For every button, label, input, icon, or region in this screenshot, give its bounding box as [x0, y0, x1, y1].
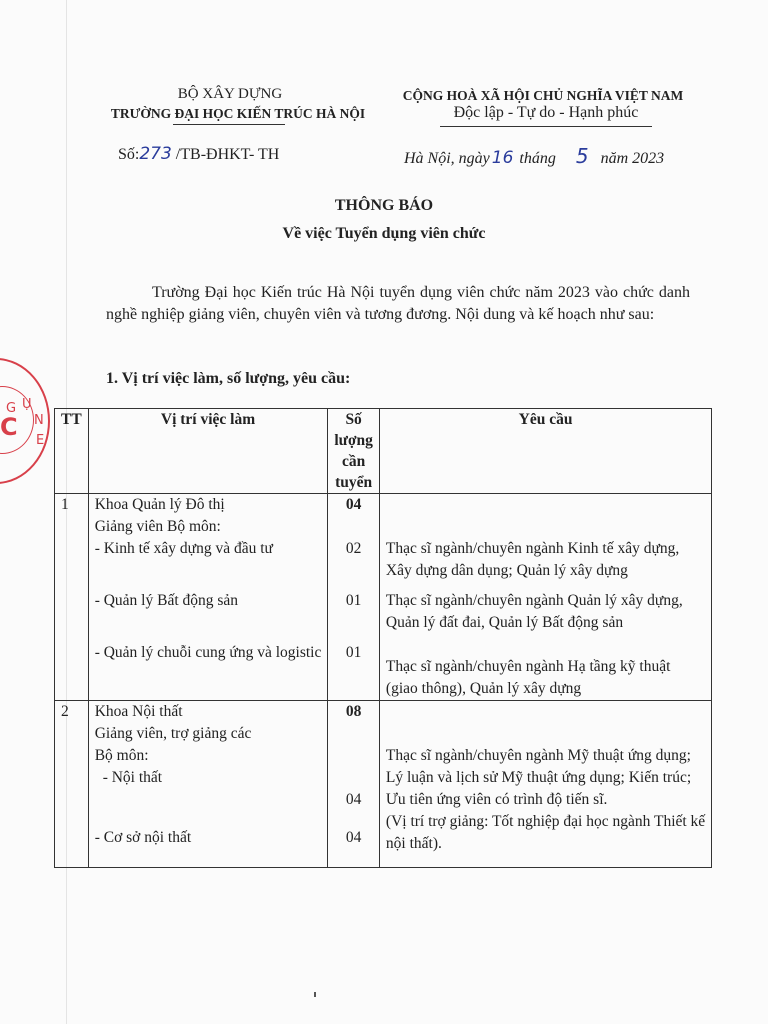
quantity-cell [328, 701, 380, 868]
requirement-line: Lý luận và lịch sử Mỹ thuật ứng dụng; Kiến trúc; [385, 769, 692, 786]
row-number: 2 [55, 701, 89, 868]
position-item: - Nội thất [102, 769, 163, 786]
place-and-date [404, 144, 664, 168]
group-label: Giảng viên, trợ giảng các [94, 725, 252, 742]
faculty-name: Khoa Nội thất [94, 703, 183, 720]
group-label: Bộ môn: [94, 747, 149, 764]
section-heading: 1. Vị trí việc làm, số lượng, yêu cầu: [106, 370, 351, 387]
header-requirement: Yêu cầu [379, 409, 711, 494]
requirement-text: Thạc sĩ ngành/chuyên ngành Hạ tầng kỹ thuật (giao thông), Quản lý xây dựng [385, 658, 671, 697]
header-quantity-line: lượng [334, 432, 373, 449]
doc-no-handwritten: 273 [139, 144, 172, 164]
quantity-item: 01 [345, 644, 362, 661]
quantity-item: 04 [345, 829, 362, 846]
quantity-total: 04 [345, 496, 362, 513]
doc-no-prefix: Số: [118, 146, 140, 163]
requirement-cell [379, 701, 711, 868]
header-left-underline [173, 124, 285, 125]
position-cell [88, 701, 328, 868]
quantity-item: 02 [345, 540, 362, 557]
group-label: Giảng viên Bộ môn: [94, 518, 221, 535]
university-name: TRƯỜNG ĐẠI HỌC KIẾN TRÚC HÀ NỘI [110, 106, 366, 121]
requirement-cell [379, 494, 711, 701]
position-item: - Quản lý chuỗi cung ứng và logistic [94, 644, 322, 661]
month-handwritten: 5 [575, 144, 589, 168]
table-row [55, 701, 712, 868]
year-text: năm 2023 [600, 150, 665, 167]
quantity-item: 01 [345, 592, 362, 609]
requirement-text: Thạc sĩ ngành/chuyên ngành Kinh tế xây dựng, Xây dựng dân dụng; Quản lý xây dựng [385, 540, 680, 579]
requirement-line: nội thất). [385, 835, 442, 852]
header-tt: TT [55, 409, 89, 494]
ministry-name: BỘ XÂY DỰNG [177, 86, 283, 102]
day-handwritten: 16 [491, 148, 514, 168]
month-word: tháng [519, 150, 556, 167]
position-item: - Kinh tế xây dựng và đầu tư [94, 540, 273, 557]
notice-title: THÔNG BÁO [334, 197, 434, 214]
position-item: - Quản lý Bất động sản [94, 592, 239, 609]
table-row [55, 494, 712, 701]
row-number: 1 [55, 494, 89, 701]
intro-paragraph: Trường Đại học Kiến trúc Hà Nội tuyển dụng viên chức năm 2023 vào chức danh nghề nghiệp giảng viên, chuyên viên và tương đương. Nội dung và kế hoạch như sau: [106, 284, 690, 323]
header-right-underline [440, 126, 652, 127]
requirement-line: Ưu tiên ứng viên có trình độ tiến sĩ. [385, 791, 608, 808]
faculty-name: Khoa Quản lý Đô thị [94, 496, 225, 513]
header-quantity-line: Số [345, 411, 362, 428]
position-cell [88, 494, 328, 701]
header-quantity-line: tuyển [335, 474, 373, 491]
requirement-text: Thạc sĩ ngành/chuyên ngành Quản lý xây dựng, Quản lý đất đai, Quản lý Bất động sản [385, 592, 683, 631]
notice-subtitle: Về việc Tuyển dụng viên chức [282, 225, 486, 242]
quantity-cell [328, 494, 380, 701]
position-item: - Cơ sở nội thất [94, 829, 192, 846]
country-name: CỘNG HOÀ XÃ HỘI CHỦ NGHĨA VIỆT NAM [402, 88, 684, 103]
page-mark [314, 992, 316, 997]
positions-table [54, 408, 712, 868]
doc-no-suffix: /TB-ĐHKT- TH [175, 146, 280, 163]
document-number [118, 144, 279, 164]
table-header-row [55, 409, 712, 494]
quantity-item: 04 [345, 791, 362, 808]
red-seal-letters: G C Ụ N E [0, 397, 45, 448]
header-position: Vị trí việc làm [88, 409, 328, 494]
national-motto: Độc lập - Tự do - Hạnh phúc [453, 104, 639, 121]
header-quantity-line: cần [342, 453, 366, 470]
requirement-line: (Vị trí trợ giảng: Tốt nghiệp đại học ngành Thiết kế [385, 813, 706, 830]
header-quantity [328, 409, 380, 494]
quantity-total: 08 [345, 703, 362, 720]
place-prefix: Hà Nội, ngày [404, 150, 490, 167]
requirement-line: Thạc sĩ ngành/chuyên ngành Mỹ thuật ứng dụng; [385, 747, 691, 764]
